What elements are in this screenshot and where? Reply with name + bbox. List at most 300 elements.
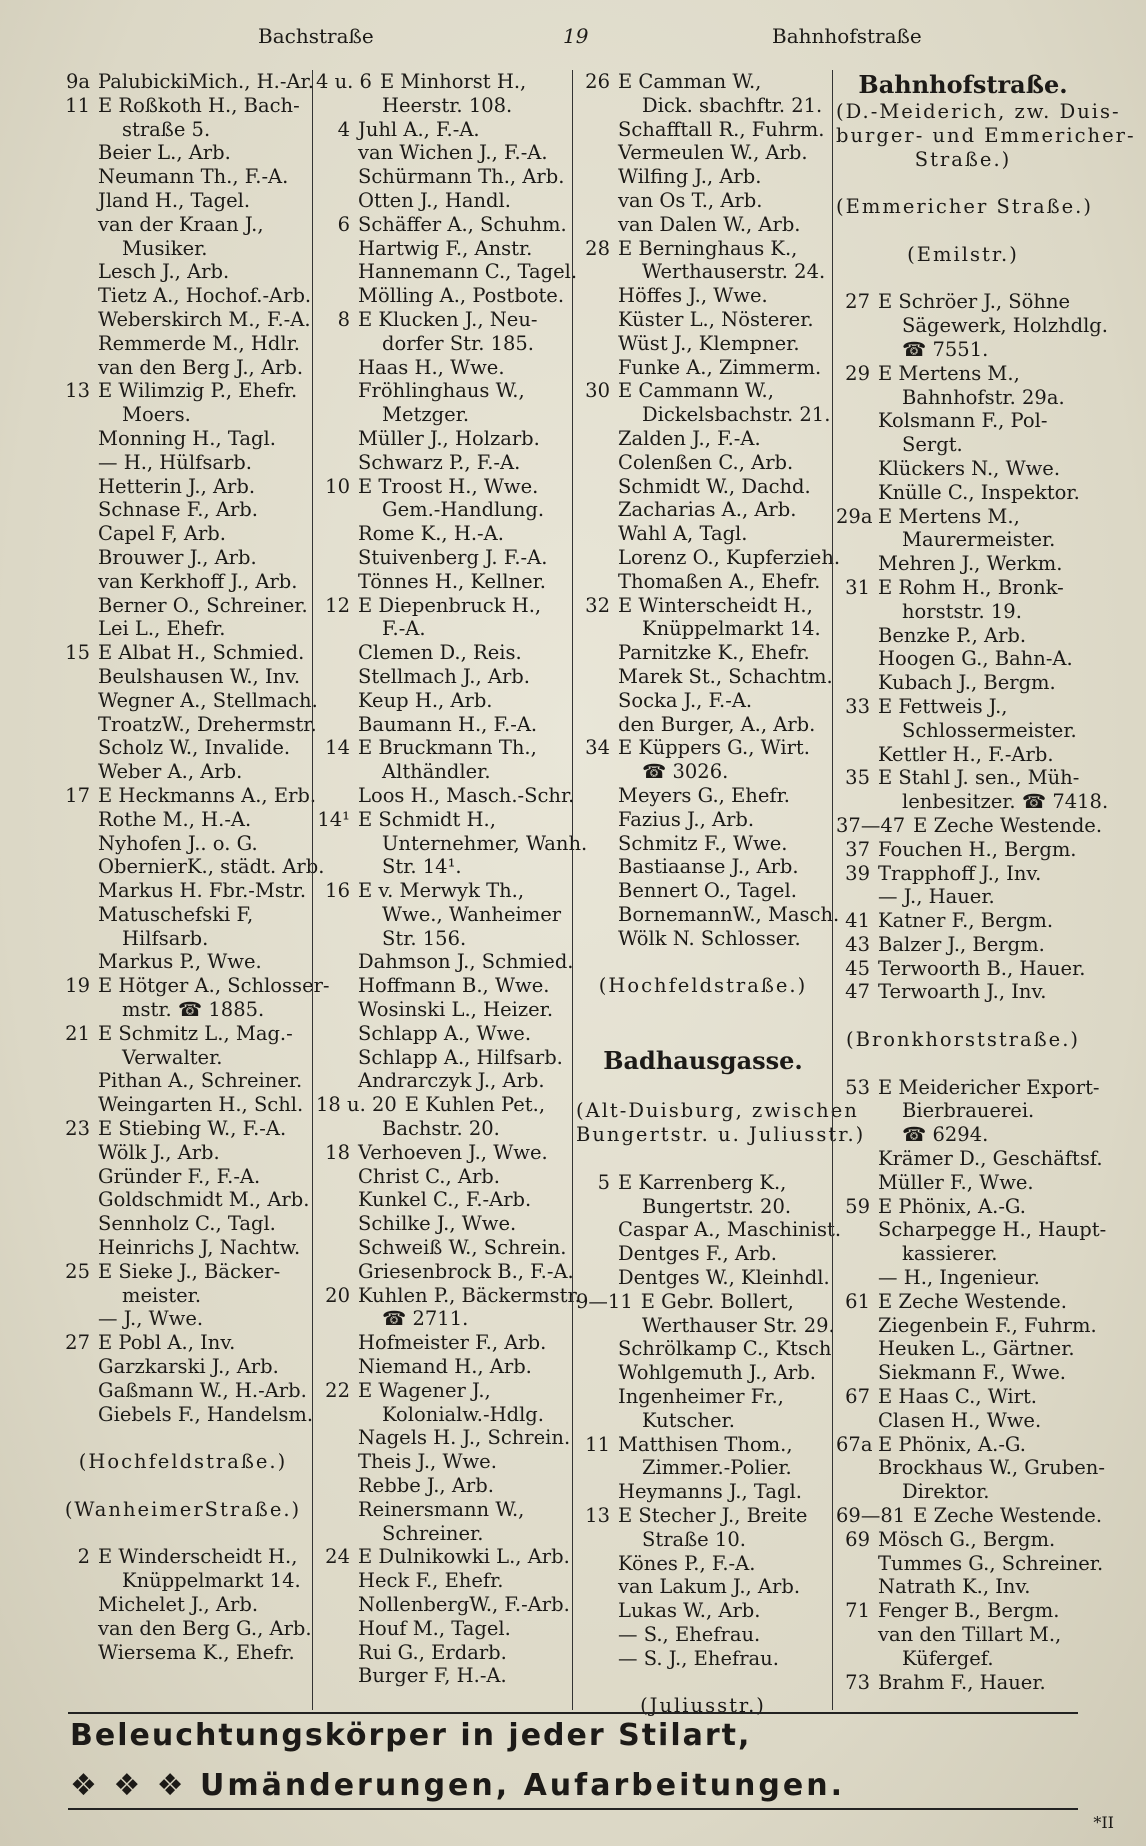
- resident-entry: Wölk J., Arb.: [98, 1140, 220, 1164]
- resident-text: E v. Merwyk Th.,: [358, 879, 525, 903]
- resident-entry: Caspar A., Maschinist.: [618, 1218, 842, 1242]
- entry-continuation: Unternehmer, Wanh.: [382, 831, 588, 855]
- resident-text: E Meidericher Export-: [878, 1075, 1100, 1099]
- resident-entry: — H., Ingenieur.: [878, 1266, 1040, 1290]
- entry-continuation: Sergt.: [902, 433, 963, 457]
- house-entry: [316, 1283, 581, 1308]
- spacer: [56, 1522, 310, 1546]
- resident-entry: Rothe M., H.-A.: [98, 807, 252, 831]
- house-entry: [836, 957, 1090, 981]
- house-number: 35: [845, 766, 870, 790]
- resident-entry: Baumann H., F.-A.: [358, 712, 538, 736]
- resident-text: E Albat H., Schmied.: [98, 641, 305, 665]
- resident-entry: Heck F., Ehefr.: [358, 1569, 504, 1593]
- house-number: 22: [325, 1378, 350, 1402]
- house-number: 17: [65, 783, 90, 807]
- resident-entry: BornemannW., Masch.: [618, 902, 840, 926]
- resident-entry: Parnitzke K., Ehefr.: [618, 641, 810, 665]
- house-number: 21: [65, 1021, 90, 1045]
- resident-entry: Hofmeister F., Arb.: [358, 1331, 547, 1355]
- resident-entry: Tönnes H., Kellner.: [358, 569, 546, 593]
- house-entry: [56, 641, 310, 665]
- house-entry: [316, 1379, 570, 1403]
- resident-text: Juhl A., F.-A.: [358, 117, 480, 141]
- resident-entry: Mehren J., Werkm.: [878, 552, 1063, 576]
- resident-text: Brahm F., Hauer.: [878, 1670, 1046, 1694]
- house-number: 27: [845, 290, 870, 314]
- entry-continuation: F.-A.: [382, 617, 426, 641]
- entry-continuation: Werthauserstr. 24.: [642, 260, 826, 284]
- house-entry: [316, 118, 570, 142]
- resident-entry: Beier L., Arb.: [98, 141, 231, 165]
- house-number: 41: [845, 909, 870, 933]
- house-number: 53: [845, 1075, 870, 1099]
- resident-entry: Schnase F., Arb.: [98, 498, 258, 522]
- resident-entry: van Kerkhoff J., Arb.: [98, 569, 298, 593]
- spacer: [576, 1022, 830, 1046]
- entry-continuation: Knüppelmarkt 14.: [122, 1569, 301, 1593]
- resident-entry: Capel F, Arb.: [98, 522, 226, 546]
- advert-line-2: ❖ ❖ ❖ Umänderungen, Aufarbeitungen.: [70, 1768, 845, 1803]
- house-number: 14: [325, 736, 350, 760]
- house-entry: [316, 475, 570, 499]
- house-number: 20: [325, 1283, 350, 1307]
- spacer: [576, 950, 830, 974]
- resident-entry: Ingenheimer Fr.,: [618, 1385, 784, 1409]
- house-number: 5: [597, 1170, 610, 1194]
- resident-text: E Winderscheidt H.,: [98, 1545, 298, 1569]
- resident-entry: Lei L., Ehefr.: [98, 617, 226, 641]
- resident-entry: Müller F., Wwe.: [878, 1170, 1034, 1194]
- entry-continuation: Knüppelmarkt 14.: [642, 617, 821, 641]
- house-number: 13: [585, 1504, 610, 1528]
- entry-continuation: Verwalter.: [122, 1045, 223, 1069]
- resident-entry: Weber A., Arb.: [98, 760, 243, 784]
- header-right-street: Bahnhofstraße: [772, 24, 922, 48]
- house-entry: [836, 838, 1090, 862]
- resident-entry: Wosinski L., Heizer.: [358, 998, 554, 1022]
- house-number: 13: [65, 379, 90, 403]
- resident-text: E Dulnikowki L., Arb.: [358, 1545, 570, 1569]
- resident-entry: Beulshausen W., Inv.: [98, 664, 301, 688]
- resident-entry: Thomaßen A., Ehefr.: [618, 569, 821, 593]
- house-number: 67: [845, 1385, 870, 1409]
- resident-entry: Klückers N., Wwe.: [878, 456, 1061, 480]
- resident-entry: Funke A., Zimmerm.: [618, 355, 822, 379]
- house-number: 18 u. 20: [316, 1093, 397, 1117]
- house-entry: [316, 808, 570, 832]
- house-entry: [576, 1504, 830, 1528]
- entry-continuation: Maurermeister.: [902, 528, 1056, 552]
- resident-entry: Tietz A., Hochof.-Arb.: [98, 284, 312, 308]
- resident-entry: Fazius J., Arb.: [618, 807, 755, 831]
- resident-entry: Schrölkamp C., Ktsch: [618, 1337, 832, 1361]
- house-number: 29: [845, 361, 870, 385]
- resident-entry: Michelet J., Arb.: [98, 1593, 259, 1616]
- entry-continuation: kassierer.: [902, 1242, 998, 1266]
- resident-entry: Hetterin J., Arb.: [98, 474, 256, 498]
- cross-street-note: (Hochfeldstraße.): [78, 1450, 288, 1474]
- resident-entry: Clasen H., Wwe.: [878, 1408, 1042, 1432]
- entry-continuation: ☎ 2711.: [382, 1307, 469, 1331]
- column-4: [836, 70, 1136, 1710]
- resident-entry: Nagels H. J., Schrein.: [358, 1426, 571, 1450]
- resident-entry: Küster L., Nösterer.: [618, 307, 814, 331]
- resident-text: E Schmidt H.,: [358, 807, 496, 831]
- entry-continuation: Hilfsarb.: [122, 926, 209, 950]
- entry-continuation: Schlossermeister.: [902, 718, 1077, 742]
- resident-text: Schäffer A., Schuhm.: [358, 212, 567, 236]
- resident-entry: Kolsmann F., Pol-: [878, 409, 1048, 433]
- resident-text: E Sieke J., Bäcker-: [98, 1259, 281, 1283]
- resident-entry: Schilke J., Wwe.: [358, 1212, 517, 1236]
- house-entry: [836, 909, 1090, 933]
- resident-text: E Zeche Westende.: [913, 813, 1103, 837]
- house-number: 9a: [65, 70, 90, 93]
- resident-entry: Rebbe J., Arb.: [358, 1474, 494, 1498]
- resident-entry: Scholz W., Invalide.: [98, 736, 291, 760]
- resident-entry: Pithan A., Schreiner.: [98, 1069, 303, 1093]
- resident-entry: Zalden J., F.-A.: [618, 426, 761, 450]
- house-entry: [576, 594, 830, 618]
- resident-entry: Kettler H., F.-Arb.: [878, 742, 1054, 766]
- resident-text: Mösch G., Bergm.: [878, 1527, 1056, 1551]
- resident-text: Fenger B., Bergm.: [878, 1599, 1060, 1623]
- spacer: [836, 267, 1090, 291]
- resident-entry: Brockhaus W., Gruben-: [878, 1456, 1105, 1480]
- resident-entry: Dentges F., Arb.: [618, 1242, 777, 1266]
- resident-entry: Kubach J., Bergm.: [878, 671, 1056, 695]
- resident-entry: Monning H., Tagl.: [98, 426, 276, 450]
- house-entry: [316, 213, 570, 237]
- resident-text: E Pobl A., Inv.: [98, 1331, 236, 1355]
- house-entry: [576, 1433, 830, 1457]
- house-number: 11: [585, 1432, 610, 1456]
- house-number: 28: [585, 236, 610, 260]
- entry-continuation: Moers.: [122, 403, 191, 427]
- resident-entry: Schlapp A., Wwe.: [358, 1021, 532, 1045]
- resident-entry: Niemand H., Arb.: [358, 1355, 532, 1379]
- house-entry: [316, 1141, 570, 1165]
- house-number: 23: [65, 1117, 90, 1141]
- entry-continuation: Bierbrauerei.: [902, 1099, 1035, 1123]
- house-number: 45: [845, 956, 870, 980]
- resident-entry: Otten J., Handl.: [358, 188, 511, 212]
- cross-street-note: burger- und Emmericher-: [836, 123, 1136, 147]
- entry-continuation: Gem.-Handlung.: [382, 498, 545, 522]
- house-number: 29a: [836, 504, 873, 528]
- resident-entry: Gründer F., F.-A.: [98, 1164, 261, 1188]
- resident-entry: Garzkarski J., Arb.: [98, 1355, 279, 1379]
- house-number: 19: [65, 974, 90, 998]
- house-number: 2: [77, 1545, 90, 1569]
- house-entry: [836, 362, 1090, 386]
- resident-entry: Remmerde M., Hdlr.: [98, 331, 300, 355]
- house-number: 15: [65, 641, 90, 665]
- resident-entry: Colenßen C., Arb.: [618, 450, 794, 474]
- entry-continuation: Dick. sbachftr. 21.: [642, 93, 823, 117]
- house-entry: [56, 974, 330, 998]
- spacer: [56, 1426, 310, 1450]
- resident-entry: Clemen D., Reis.: [358, 641, 522, 665]
- resident-text: E Roßkoth H., Bach-: [98, 93, 300, 117]
- house-entry: [576, 1290, 830, 1314]
- cross-street-note: (Hochfeldstraße.): [598, 974, 808, 998]
- house-number: 43: [845, 932, 870, 956]
- entry-continuation: Str. 14¹.: [382, 855, 462, 879]
- resident-text: Verhoeven J., Wwe.: [358, 1140, 548, 1164]
- house-entry: [836, 1504, 1103, 1528]
- resident-entry: Schafftall R., Fuhrm.: [618, 117, 825, 141]
- resident-entry: Goldschmidt M., Arb.: [98, 1188, 310, 1212]
- entry-continuation: meister.: [122, 1283, 202, 1307]
- resident-entry: Andrarczyk J., Arb.: [358, 1069, 545, 1093]
- street-heading: Bahnhofstraße.: [858, 70, 1068, 99]
- resident-entry: Fröhlinghaus W.,: [358, 379, 525, 403]
- resident-entry: Schmitz F., Wwe.: [618, 831, 788, 855]
- resident-entry: Jland H., Tagel.: [98, 188, 251, 212]
- house-number: 34: [585, 736, 610, 760]
- house-entry: [316, 879, 570, 903]
- advert-line-1: Beleuchtungskörper in jeder Stilart,: [70, 1718, 752, 1753]
- house-entry: [316, 1093, 570, 1117]
- signature-mark: *II: [1093, 1813, 1114, 1832]
- resident-text: E Kuhlen Pet.,: [404, 1093, 546, 1117]
- resident-entry: Gaßmann W., H.-Arb.: [98, 1378, 307, 1402]
- resident-entry: Griesenbrock B., F.-A.: [358, 1259, 574, 1283]
- advert-bottom-rule: [68, 1808, 1078, 1810]
- resident-text: E Fettweis J.,: [878, 694, 1008, 718]
- resident-text: Terwoorth B., Hauer.: [878, 956, 1086, 980]
- house-entry: [576, 736, 830, 760]
- entry-continuation: dorfer Str. 185.: [382, 331, 535, 355]
- house-entry: [836, 1671, 1090, 1695]
- resident-text: Kuhlen P., Bäckermstr.: [358, 1283, 581, 1307]
- resident-entry: Wahl A, Tagl.: [618, 522, 748, 546]
- resident-text: E Karrenberg K.,: [618, 1170, 787, 1194]
- resident-entry: Heymanns J., Tagl.: [618, 1480, 802, 1504]
- resident-entry: Theis J., Wwe.: [358, 1450, 497, 1474]
- house-entry: [576, 1171, 830, 1195]
- spacer: [836, 1004, 1090, 1028]
- house-number: 37: [845, 837, 870, 861]
- entry-continuation: mstr. ☎ 1885.: [122, 998, 265, 1022]
- house-number: 25: [65, 1259, 90, 1283]
- resident-entry: Lorenz O., Kupferzieh.: [618, 545, 841, 569]
- resident-entry: Schmidt W., Dachd.: [618, 474, 811, 498]
- resident-entry: Christ C., Arb.: [358, 1164, 500, 1188]
- column-divider: [572, 70, 573, 1710]
- resident-entry: Matuschefski F,: [98, 902, 254, 926]
- house-number: 4 u. 6: [316, 70, 372, 93]
- entry-continuation: ☎ 7551.: [902, 337, 989, 361]
- resident-entry: Stellmach J., Arb.: [358, 664, 530, 688]
- resident-text: E Troost H., Wwe.: [358, 474, 539, 498]
- resident-text: E Zeche Westende.: [878, 1289, 1067, 1313]
- entry-continuation: Küfergef.: [902, 1646, 994, 1670]
- entry-continuation: Dickelsbachstr. 21.: [642, 403, 831, 427]
- cross-street-note: (D.-Meiderich, zw. Duis-: [836, 100, 1121, 123]
- resident-entry: Zacharias A., Arb.: [618, 498, 797, 522]
- resident-entry: Könes P., F.-A.: [618, 1551, 756, 1575]
- resident-entry: Wilfing J., Arb.: [618, 165, 762, 189]
- resident-entry: — S., Ehefrau.: [618, 1623, 761, 1646]
- resident-entry: Hoogen G., Bahn-A.: [878, 647, 1073, 671]
- house-entry: [836, 862, 1090, 886]
- resident-text: E Zeche Westende.: [913, 1504, 1103, 1528]
- resident-entry: Weberskirch M., F.-A.: [98, 307, 311, 331]
- resident-entry: Natrath K., Inv.: [878, 1575, 1031, 1599]
- house-entry: [56, 70, 314, 94]
- house-number: 8: [337, 307, 350, 331]
- resident-entry: Heuken L., Gärtner.: [878, 1337, 1075, 1361]
- resident-entry: Markus P., Wwe.: [98, 950, 262, 974]
- house-entry: [836, 290, 1090, 314]
- house-entry: [316, 736, 570, 760]
- resident-text: E Camman W.,: [618, 70, 762, 93]
- entry-continuation: Bungertstr. 20.: [642, 1194, 792, 1218]
- entry-continuation: Metzger.: [382, 403, 470, 427]
- cross-street-note: (Bronkhorststraße.): [846, 1028, 1080, 1052]
- house-number: 4: [337, 117, 350, 141]
- resident-entry: van den Berg G., Arb.: [98, 1616, 312, 1640]
- resident-text: E Rohm H., Bronk-: [878, 575, 1064, 599]
- house-number: 12: [325, 593, 350, 617]
- house-entry: [56, 1260, 310, 1284]
- resident-text: E Wilimzig P., Ehefr.: [98, 379, 298, 403]
- column-divider: [312, 70, 313, 1710]
- resident-entry: Bastiaanse J., Arb.: [618, 855, 799, 879]
- house-number: 39: [845, 861, 870, 885]
- resident-entry: Berner O., Schreiner.: [98, 593, 308, 617]
- house-entry: [576, 237, 830, 261]
- resident-text: Matthisen Thom.,: [618, 1432, 793, 1456]
- house-number: 71: [845, 1599, 870, 1623]
- house-entry: [836, 505, 1090, 529]
- resident-text: E Haas C., Wirt.: [878, 1385, 1038, 1409]
- resident-entry: Kunkel C., F.-Arb.: [358, 1188, 532, 1212]
- resident-entry: Nyhofen J.. o. G.: [98, 831, 258, 855]
- resident-entry: Siekmann F., Wwe.: [878, 1361, 1066, 1385]
- resident-entry: Hartwig F., Anstr.: [358, 236, 533, 260]
- resident-entry: Giebels F., Handelsm.: [98, 1402, 314, 1426]
- spacer: [56, 1474, 310, 1498]
- resident-entry: Lesch J., Arb.: [98, 260, 230, 284]
- resident-entry: NollenbergW., F.-Arb.: [358, 1593, 570, 1616]
- resident-text: E Schmitz L., Mag.-: [98, 1021, 293, 1045]
- house-entry: [56, 1545, 310, 1569]
- resident-entry: Hoffmann B., Wwe.: [358, 974, 550, 998]
- house-number: 59: [845, 1194, 870, 1218]
- column-divider: [832, 70, 833, 1710]
- resident-entry: Socka J., F.-A.: [618, 688, 753, 712]
- resident-entry: Wölk N. Schlosser.: [618, 926, 801, 950]
- resident-text: E Heckmanns A., Erb.: [98, 783, 317, 807]
- entry-continuation: Schreiner.: [382, 1521, 484, 1545]
- entry-continuation: Zimmer.-Polier.: [642, 1456, 792, 1480]
- resident-entry: Markus H. Fbr.-Mstr.: [98, 879, 307, 903]
- house-number: 26: [585, 70, 610, 93]
- resident-text: E Cammann W.,: [618, 379, 774, 403]
- house-number: 69: [845, 1527, 870, 1551]
- house-entry: [836, 766, 1090, 790]
- resident-entry: Brouwer J., Arb.: [98, 545, 257, 569]
- resident-entry: Scharpegge H., Haupt-: [878, 1218, 1107, 1242]
- house-entry: [56, 1022, 310, 1046]
- house-number: 47: [845, 980, 870, 1004]
- resident-entry: Sennholz C., Tagl.: [98, 1212, 276, 1236]
- resident-entry: Schlapp A., Hilfsarb.: [358, 1045, 563, 1069]
- resident-entry: Burger F, H.-A.: [358, 1664, 507, 1688]
- resident-entry: Bennert O., Tagel.: [618, 879, 797, 903]
- cross-street-note: Bungertstr. u. Juliusstr.): [576, 1123, 866, 1147]
- resident-text: Katner F., Bergm.: [878, 909, 1054, 933]
- resident-entry: Meyers G., Ehefr.: [618, 783, 790, 807]
- entry-continuation: Wwe., Wanheimer: [382, 902, 562, 926]
- house-entry: [836, 695, 1090, 719]
- resident-entry: Wohlgemuth J., Arb.: [618, 1361, 816, 1385]
- resident-entry: Wegner A., Stellmach.: [98, 688, 318, 712]
- entry-continuation: Kolonialw.-Hdlg.: [382, 1402, 544, 1426]
- entry-continuation: Heerstr. 108.: [382, 93, 513, 117]
- resident-text: E Küppers G., Wirt.: [618, 736, 810, 760]
- entry-continuation: Str. 156.: [382, 926, 467, 950]
- entry-continuation: Straße 10.: [642, 1527, 746, 1551]
- house-entry: [576, 379, 830, 403]
- header-left-street: Bachstraße: [258, 24, 374, 48]
- resident-entry: Schürmann Th., Arb.: [358, 165, 565, 189]
- resident-entry: Haas H., Wwe.: [358, 355, 505, 379]
- house-number: 16: [325, 879, 350, 903]
- house-number: 24: [325, 1545, 350, 1569]
- house-number: 37—47: [836, 813, 906, 837]
- resident-text: E Schröer J., Söhne: [878, 290, 1071, 314]
- resident-entry: Tummes G., Schreiner.: [878, 1551, 1104, 1575]
- entry-continuation: Werthauser Str. 29.: [642, 1313, 835, 1337]
- house-entry: [316, 308, 570, 332]
- resident-entry: Keup H., Arb.: [358, 688, 493, 712]
- cross-street-note: (Juliusstr.): [640, 1694, 766, 1718]
- house-entry: [56, 1331, 310, 1355]
- entry-continuation: Direktor.: [902, 1480, 990, 1504]
- resident-text: E Stiebing W., F.-A.: [98, 1117, 287, 1141]
- spacer: [576, 1671, 830, 1695]
- resident-entry: TroatzW., Drehermstr.: [98, 712, 317, 736]
- resident-entry: Marek St., Schachtm.: [618, 664, 833, 688]
- resident-entry: van Dalen W., Arb.: [618, 212, 801, 236]
- resident-text: E Phönix, A.-G.: [878, 1194, 1026, 1218]
- entry-continuation: Musiker.: [122, 236, 208, 260]
- house-number: 61: [845, 1289, 870, 1313]
- house-entry: [836, 1195, 1090, 1219]
- resident-entry: Lukas W., Arb.: [618, 1599, 761, 1623]
- resident-entry: Weingarten H., Schl.: [98, 1093, 304, 1117]
- cross-street-note: (Alt-Duisburg, zwischen: [576, 1099, 859, 1123]
- resident-entry: ObernierK., städt. Arb.: [98, 855, 325, 879]
- house-entry: [836, 813, 1103, 838]
- column-1: [56, 70, 330, 1710]
- resident-text: PalubickiMich., H.-Ar.: [98, 70, 314, 93]
- house-entry: [56, 1117, 310, 1141]
- resident-entry: Rui G., Erdarb.: [358, 1640, 507, 1664]
- resident-entry: Wüst J., Klempner.: [618, 331, 800, 355]
- resident-text: E Winterscheidt H.,: [618, 593, 813, 617]
- spacer: [576, 1147, 830, 1171]
- house-number: 9—11: [576, 1289, 633, 1313]
- resident-entry: Vermeulen W., Arb.: [618, 141, 808, 165]
- resident-entry: Krämer D., Geschäftsf.: [878, 1147, 1103, 1171]
- entry-continuation: ☎ 3026.: [642, 760, 729, 784]
